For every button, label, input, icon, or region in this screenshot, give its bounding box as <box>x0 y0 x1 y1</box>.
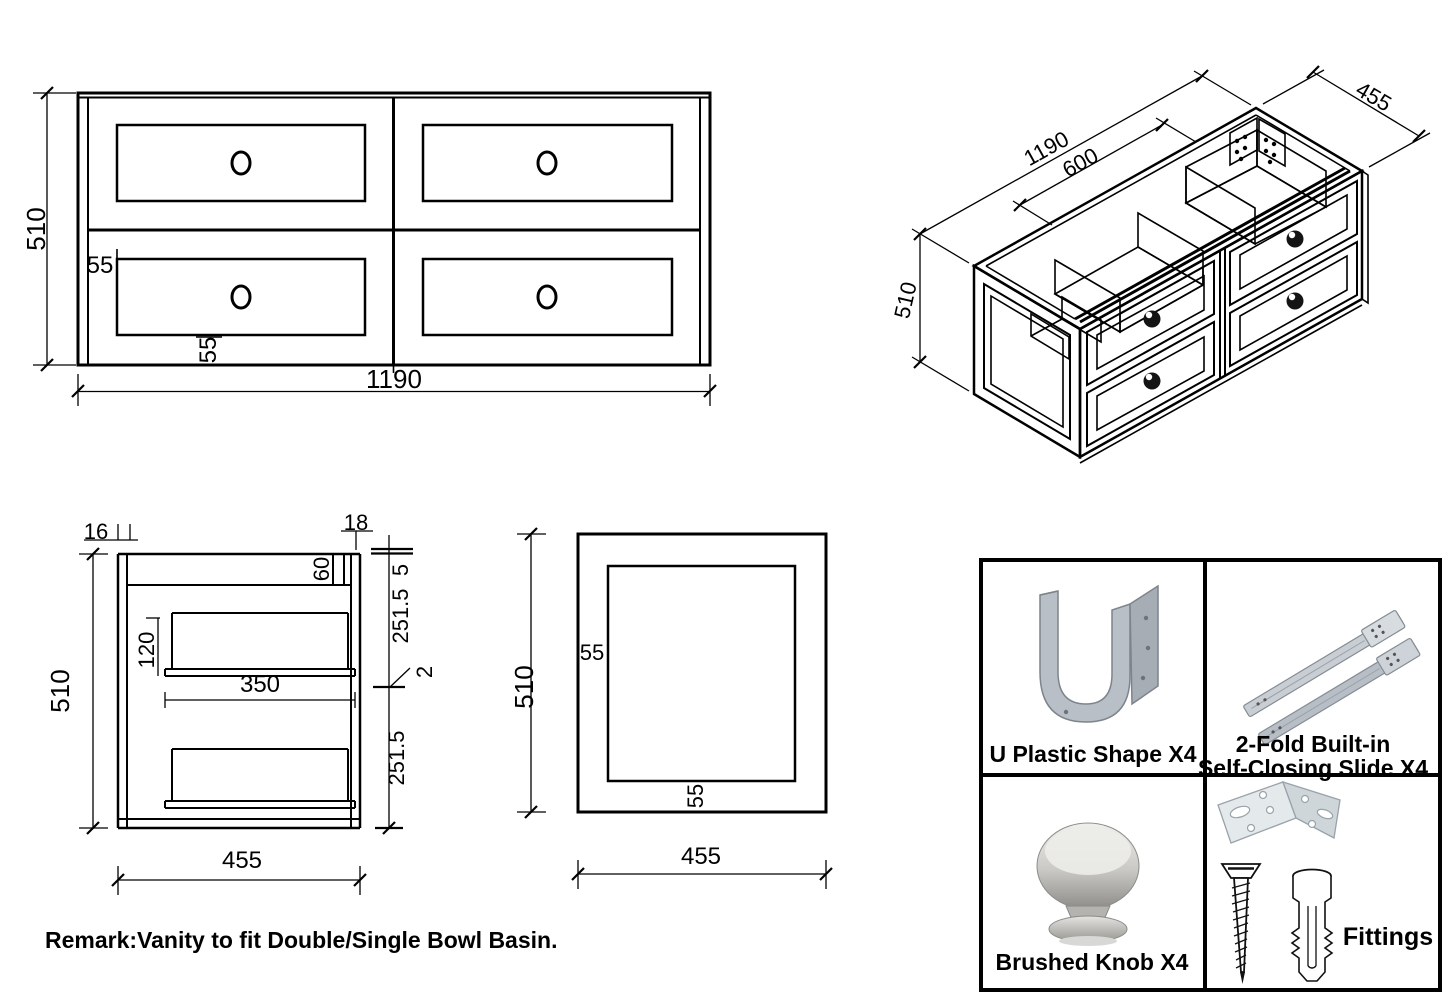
knob-icon <box>232 286 250 308</box>
dim-section-back-thickness: 18 <box>343 510 369 535</box>
iso-view <box>889 66 1430 463</box>
dim-rear-width: 455 <box>680 843 722 870</box>
drawer-panel <box>423 259 672 335</box>
dim-section-drawer-side: 120 <box>134 631 159 669</box>
brushed-knob-label: Brushed Knob X4 <box>995 949 1189 975</box>
dim-rear-gap-side: 55 <box>579 640 605 665</box>
brushed-knob-icon <box>1037 823 1139 946</box>
dim-front-gap-side: 55 <box>86 252 114 279</box>
iso-drawer-fronts <box>1087 181 1357 446</box>
iso-side-panel <box>974 266 1080 457</box>
section-view <box>45 510 437 895</box>
dim-section-mid-gap: 2 <box>412 665 437 679</box>
drawer-panel <box>117 259 365 335</box>
dim-section-top-gap: 5 <box>388 563 413 577</box>
rear-view <box>509 528 832 889</box>
dim-section-drawer-depth: 350 <box>239 671 281 698</box>
iso-knobs <box>1144 231 1304 390</box>
dim-rear-gap-bottom: 55 <box>683 783 708 809</box>
dim-iso-section: 600 <box>1058 142 1103 183</box>
slide-label-line1: 2-Fold Built-in <box>1235 731 1391 757</box>
knob-icon <box>538 286 556 308</box>
section-upper-drawer <box>165 613 355 676</box>
front-view <box>21 87 716 406</box>
drawer-panel <box>117 125 365 201</box>
dim-section-height: 510 <box>45 669 75 713</box>
knob-icon <box>232 152 250 174</box>
dim-section-rail-height: 60 <box>309 556 334 582</box>
fittings-label: Fittings <box>1342 923 1434 951</box>
dim-front-gap-bottom: 55 <box>195 336 222 364</box>
drawer-panel <box>423 125 672 201</box>
dim-iso-depth: 455 <box>1351 76 1396 117</box>
parts-table <box>981 560 1440 990</box>
dim-section-upper-half: 251.5 <box>388 588 413 644</box>
dim-front-width: 1190 <box>366 364 422 394</box>
side-panel-inner <box>608 566 795 781</box>
slide-label-line2: Self-Closing Slide X4 <box>1197 755 1429 781</box>
dim-iso-width: 1190 <box>1019 126 1073 171</box>
u-plastic-shape-label: U Plastic Shape X4 <box>989 741 1197 767</box>
dim-rear-height: 510 <box>509 665 539 709</box>
dim-iso-height: 510 <box>889 279 922 321</box>
knob-icon <box>538 152 556 174</box>
side-panel-outline <box>578 534 826 812</box>
iso-drawer-box <box>1186 130 1326 244</box>
dim-front-height: 510 <box>21 207 51 251</box>
section-lower-drawer <box>165 749 355 808</box>
dim-section-front-thickness: 16 <box>83 519 109 544</box>
remark-text: Remark:Vanity to fit Double/Single Bowl Basin. <box>45 927 558 953</box>
dim-section-lower-half: 251.5 <box>384 730 409 786</box>
dim-section-depth: 455 <box>221 847 263 874</box>
